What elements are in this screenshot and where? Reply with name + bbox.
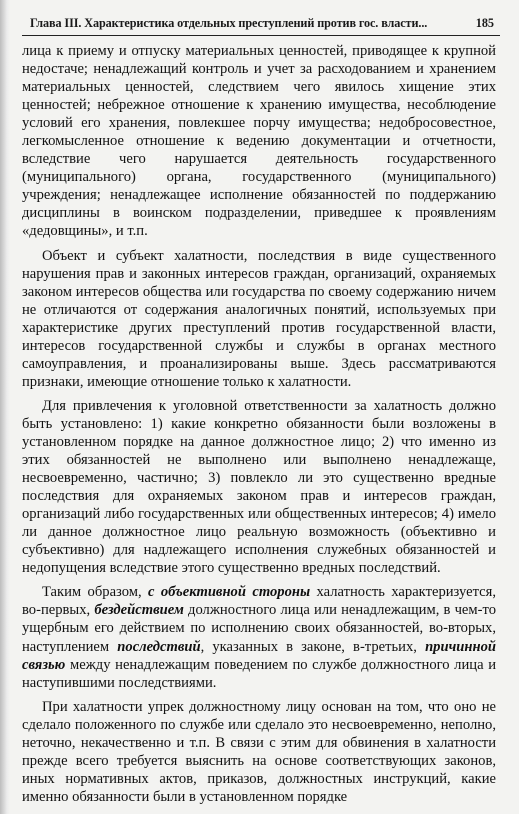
term-objective-side: с объективной стороны (148, 584, 311, 601)
paragraph-3: Для привлечения к уголовной ответственности за халатность должно быть установлено: 1) какие конкретно обязанности были возложены в установленном порядке на данное должностное лицо; 2) что именно из этих обязанностей не выполнено или выполнено ненадлежаще, несвоевременно, частично; 3) повлекло ли это существенно вредные последствия для охраняемых законом прав и интересов граждан, организаций либо государственных или общественных интересов; 4) имело ли данное должностное лицо реальную возможность (объективно и субъективно) для надлежащего исполнения служебных обязанностей и недопущения вследствие этого существенно вредных последствий. (22, 397, 496, 577)
paragraph-5: При халатности упрек должностному лицу основан на том, что оно не сделало положенного по службе или сделало это несвоевременно, неполно, неточно, некачественно и т.п. В связи с этим для обвинения в халатности прежде всего требуется выяснить на основе соответствующих законов, иных нормативных актов, приказов, должностных инструкций, какие именно обязанности были в установленном порядке (22, 698, 496, 805)
page-number: 185 (475, 16, 494, 30)
term-consequences: последствий (117, 638, 201, 655)
paragraph-4-text: между ненадлежащим поведением по службе должностного лица и наступившими последствиями. (22, 656, 496, 691)
running-header (22, 14, 500, 36)
paragraph-4-text: халатность характеризуется, во-первых, (22, 584, 496, 619)
paragraph-1: лица к приему и отпуску материальных ценностей, приводящее к крупной недостаче; ненадлежащий контроль и учет за расходованием и хранением материальных ценностей, следствием чего явилось хищение этих ценностей; небрежное отношение к хранению имущества, несоблюдение условий его хранения, повлекшее порчу имущества; недобросовестное, легкомысленное отношение к ведению документации и отчетности, вследствие чего нарушается деятельность государственного (муниципального) органа, государственного (муниципального) учреждения; ненадлежащее исполнение обязанностей по поддержанию дисциплины в воинском подразделении, приведшее к проявлениям «дедовщины», и т.п. (22, 43, 496, 240)
body-text (22, 42, 496, 806)
paragraph-4-text: , указанных в законе, в-третьих, (200, 638, 426, 655)
paragraph-2: Объект и субъект халатности, последствия в виде существенного нарушения прав и законных интересов граждан, организаций, охраняемых законом интересов общества или государства по своему содержанию ничем не отличаются от содержания аналогичных понятий, используемых при характеристике других преступлений против государственной власти, интересов государственной службы и службы в органах местного самоуправления, и проанализированы выше. Здесь рассматриваются признаки, имеющие отношение только к халатности. (22, 247, 496, 390)
spine-shadow (0, 0, 10, 814)
term-inaction: бездействием (94, 602, 184, 619)
paragraph-4-text: должностного лица или ненадлежащим, в чем-то ущербным его действием по исполнению своих обязанностей, во-вторых, наступлением (22, 602, 496, 655)
paragraph-4 (22, 583, 496, 691)
chapter-title: Глава III. Характеристика отдельных преступлений против гос. власти... (30, 16, 428, 30)
term-causal-link: причинной связью (22, 638, 496, 673)
paragraph-4-text: Таким образом, (42, 584, 149, 601)
